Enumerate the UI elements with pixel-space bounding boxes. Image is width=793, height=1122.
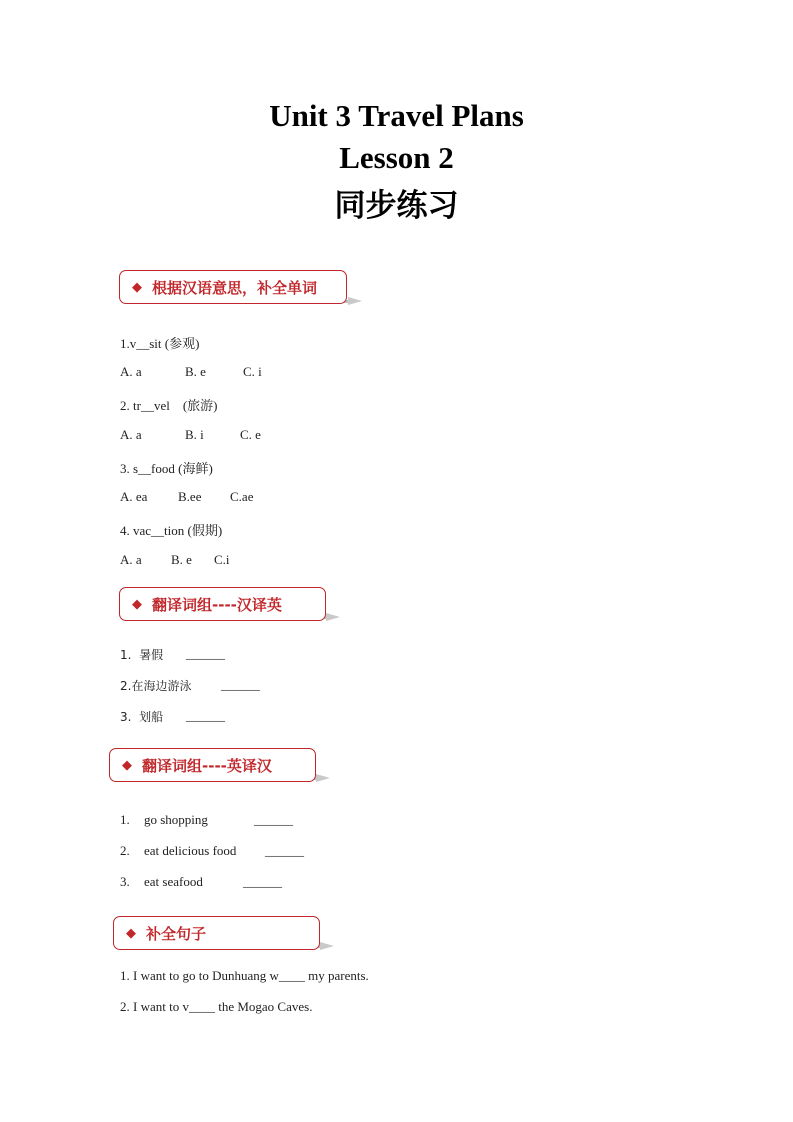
p1-q3-option-c: C.ae <box>230 489 254 504</box>
p3-item-3-blank: ______ <box>243 874 282 889</box>
p2-item-3-text: 3. 划船 <box>120 710 164 724</box>
p1-q1-option-b: B. e <box>185 364 206 379</box>
p4-sentence-1: 1. I want to go to Dunhuang w____ my parents. <box>120 968 369 983</box>
p3-item-2-text: eat delicious food <box>144 843 237 858</box>
p3-item-2-blank: ______ <box>265 843 304 858</box>
p3-item-1-text: go shopping <box>144 812 208 827</box>
p3-item-3-num: 3. <box>120 874 130 889</box>
p3-item-2-num: 2. <box>120 843 130 858</box>
p1-q4-option-b: B. e <box>171 552 192 567</box>
p2-item-3-blank: ______ <box>186 708 225 723</box>
section-3-header <box>109 748 316 782</box>
section-1-header <box>119 270 347 304</box>
diamond-icon: ◆ <box>122 757 132 773</box>
p2-item-1-text: 1. 暑假 <box>120 648 164 662</box>
p1-question-1: 1.v__sit (参观) <box>120 336 200 351</box>
p1-q3-option-b: B.ee <box>178 489 202 504</box>
title-line-2: Lesson 2 <box>339 140 454 175</box>
p4-sentence-2: 2. I want to v____ the Mogao Caves. <box>120 999 313 1014</box>
p2-item-1-blank: ______ <box>186 646 225 661</box>
section-4-label: 补全句子 <box>146 924 207 943</box>
p3-item-1-num: 1. <box>120 812 130 827</box>
title-line-3: 同步练习 <box>334 188 459 224</box>
section-1-label: 根据汉语意思，补全单词 <box>152 278 318 297</box>
diamond-icon: ◆ <box>132 596 142 612</box>
p1-q4-option-c: C.i <box>214 552 230 567</box>
p2-item-2-blank: ______ <box>221 677 260 692</box>
p1-q2-option-a: A. a <box>120 427 142 442</box>
title-line-1: Unit 3 Travel Plans <box>269 98 524 133</box>
p1-q2-option-c: C. e <box>240 427 261 442</box>
p1-question-3: 3. s__food (海鲜) <box>120 461 213 476</box>
p1-q2-option-b: B. i <box>185 427 204 442</box>
diamond-icon: ◆ <box>126 925 136 941</box>
section-2-label: 翻译词组----汉译英 <box>152 595 282 614</box>
section-4-header <box>113 916 320 950</box>
section-2-header <box>119 587 326 621</box>
p1-q1-option-a: A. a <box>120 364 142 379</box>
p1-q3-option-a: A. ea <box>120 489 148 504</box>
p3-item-1-blank: ______ <box>254 812 293 827</box>
p1-q1-option-c: C. i <box>243 364 262 379</box>
section-3-label: 翻译词组----英译汉 <box>142 756 272 775</box>
p2-item-2-text: 2.在海边游泳 <box>120 679 192 693</box>
p1-question-2: 2. tr__vel (旅游) <box>120 398 218 413</box>
p1-question-4: 4. vac__tion (假期) <box>120 523 223 538</box>
diamond-icon: ◆ <box>132 279 142 295</box>
p1-q4-option-a: A. a <box>120 552 142 567</box>
p3-item-3-text: eat seafood <box>144 874 203 889</box>
